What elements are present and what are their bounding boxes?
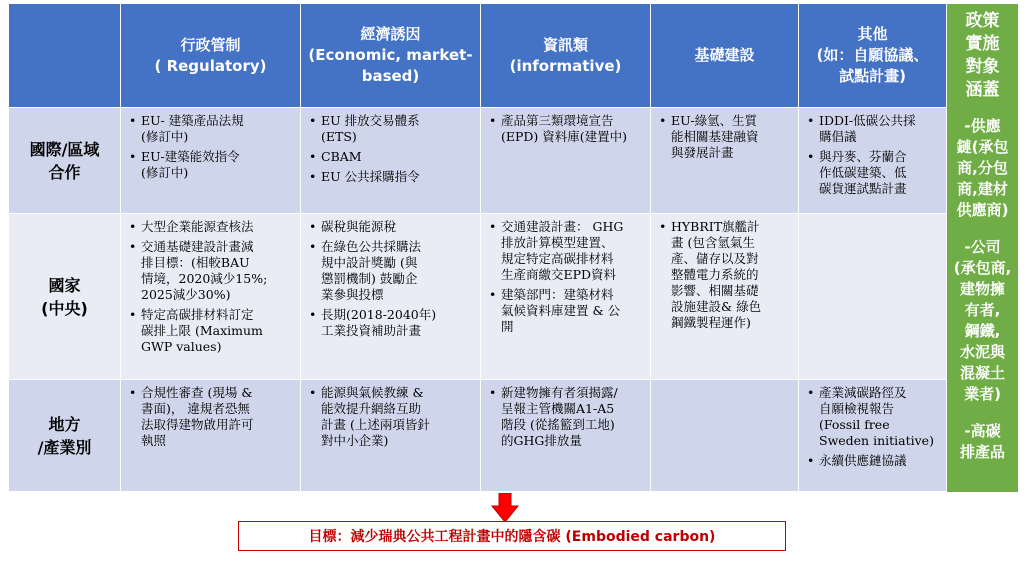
policy-cell	[651, 108, 799, 214]
policy-item: • CBAM	[321, 149, 474, 165]
policy-cell	[651, 214, 799, 380]
target-high-carbon-products: -高碳 排產品	[959, 422, 1005, 461]
header-economic-title: 經濟誘因	[360, 25, 421, 43]
target-coverage-title: 政策 實施 對象 涵蓋	[965, 11, 1000, 100]
policy-item: • 能源與氣候教練 & 能效提升網絡互助 計畫 (上述兩項皆針 對中小企業)	[321, 385, 474, 449]
policy-item: • 交通基礎建設計畫減 排目標：(相較BAU 情境，2020減少15%; 2025減少30%)	[141, 239, 294, 303]
policy-list	[657, 113, 792, 161]
policy-list	[307, 385, 474, 449]
header-informative-subtitle: (informative)	[509, 56, 622, 75]
policy-item: • 特定高碳排材料訂定 碳排上限 (Maximum GWP values)	[141, 307, 294, 355]
header-regulatory-subtitle: ( Regulatory)	[154, 56, 267, 75]
header-economic-subtitle: (Economic, market- based)	[308, 46, 473, 85]
policy-cell	[121, 108, 301, 214]
policy-cell	[121, 380, 301, 492]
goal-banner	[238, 521, 786, 551]
corner-cell	[9, 4, 121, 108]
policy-list	[657, 219, 792, 331]
row-header: 國際/區域 合作	[9, 108, 121, 214]
target-coverage-column	[947, 4, 1019, 492]
down-arrow-icon	[490, 493, 520, 523]
policy-cell	[301, 108, 481, 214]
policy-item: • 與丹麥、芬蘭合 作低碳建築、低 碳貨運試點計畫	[819, 149, 940, 197]
row-header: 地方 /產業別	[9, 380, 121, 492]
goal-text: 目標：減少瑞典公共工程計畫中的隱含碳 (Embodied carbon)	[308, 529, 716, 545]
policy-list	[127, 113, 294, 181]
header-other	[799, 4, 947, 108]
header-other-title: 其他	[857, 25, 888, 43]
policy-item: • 長期(2018-2040年) 工業投資補助計畫	[321, 307, 474, 339]
header-informative	[481, 4, 651, 108]
policy-table	[9, 4, 1019, 492]
policy-item: • IDDI-低碳公共採 購倡議	[819, 113, 940, 145]
policy-cell	[301, 214, 481, 380]
policy-item: • 在綠色公共採購法 規中設計獎勵 (與 懲罰機制) 鼓勵企 業參與投標	[321, 239, 474, 303]
header-informative-title: 資訊類	[542, 35, 588, 54]
policy-list	[805, 113, 940, 197]
policy-list	[127, 219, 294, 355]
policy-item: • 永續供應鏈協議	[819, 453, 940, 469]
policy-item: • 碳稅與能源稅	[321, 219, 474, 235]
policy-item: • EU- 建築產品法規 (修訂中)	[141, 113, 294, 145]
policy-item: • 產品第三類環境宣告 (EPD) 資料庫(建置中)	[501, 113, 644, 145]
policy-cell	[799, 380, 947, 492]
policy-list	[487, 219, 644, 335]
policy-list	[307, 219, 474, 339]
policy-cell	[121, 214, 301, 380]
header-infrastructure-title: 基礎建設	[694, 46, 755, 64]
header-economic	[301, 4, 481, 108]
header-infrastructure	[651, 4, 799, 108]
policy-cell	[481, 380, 651, 492]
policy-item: • EU-建築能效指令 (修訂中)	[141, 149, 294, 181]
policy-item: • 新建物擁有者須揭露/ 呈報主管機關A1-A5 階段 (從搖籃到工地) 的GHG排放量	[501, 385, 644, 449]
policy-item: • EU 排放交易體系 (ETS)	[321, 113, 474, 145]
policy-list	[127, 385, 294, 449]
header-regulatory	[121, 4, 301, 108]
target-companies: -公司 (承包商, 建物擁 有者, 鋼鐵, 水泥與 混凝土 業者)	[953, 238, 1012, 403]
policy-cell	[481, 214, 651, 380]
policy-cell	[799, 108, 947, 214]
policy-cell	[799, 214, 947, 380]
policy-list	[487, 385, 644, 449]
policy-list	[487, 113, 644, 145]
policy-item: • 大型企業能源查核法	[141, 219, 294, 235]
target-supply-chain: -供應 鏈(承包 商,分包 商,建材 供應商)	[956, 117, 1009, 219]
header-regulatory-title: 行政管制	[180, 35, 241, 54]
policy-item: • 合規性審查 (現場 & 書面)， 違規者恐無 法取得建物啟用許可 執照	[141, 385, 294, 449]
policy-cell	[651, 380, 799, 492]
policy-list	[307, 113, 474, 185]
policy-cell	[481, 108, 651, 214]
policy-list	[805, 385, 940, 469]
policy-item: • EU 公共採購指令	[321, 169, 474, 185]
policy-item: • HYBRIT旗艦計 畫 (包含氫氣生 產、儲存以及對 整體電力系統的 影響、相關基礎 設施建設& 綠色 鋼鐵製程運作)	[671, 219, 792, 331]
policy-item: • EU-綠氫、生質 能相關基建融資 與發展計畫	[671, 113, 792, 161]
row-header: 國家 (中央)	[9, 214, 121, 380]
policy-item: • 建築部門：建築材料 氣候資料庫建置 & 公 開	[501, 287, 644, 335]
policy-item: • 交通建設計畫： GHG 排放計算模型建置、 規定特定高碳排材料 生產商繳交EPD資料	[501, 219, 644, 283]
policy-item: • 產業減碳路徑及 自願檢視報告 (Fossil free Sweden initiative)	[819, 385, 940, 449]
header-other-subtitle: (如：自願協議、 試點計畫)	[816, 46, 929, 85]
policy-cell	[301, 380, 481, 492]
